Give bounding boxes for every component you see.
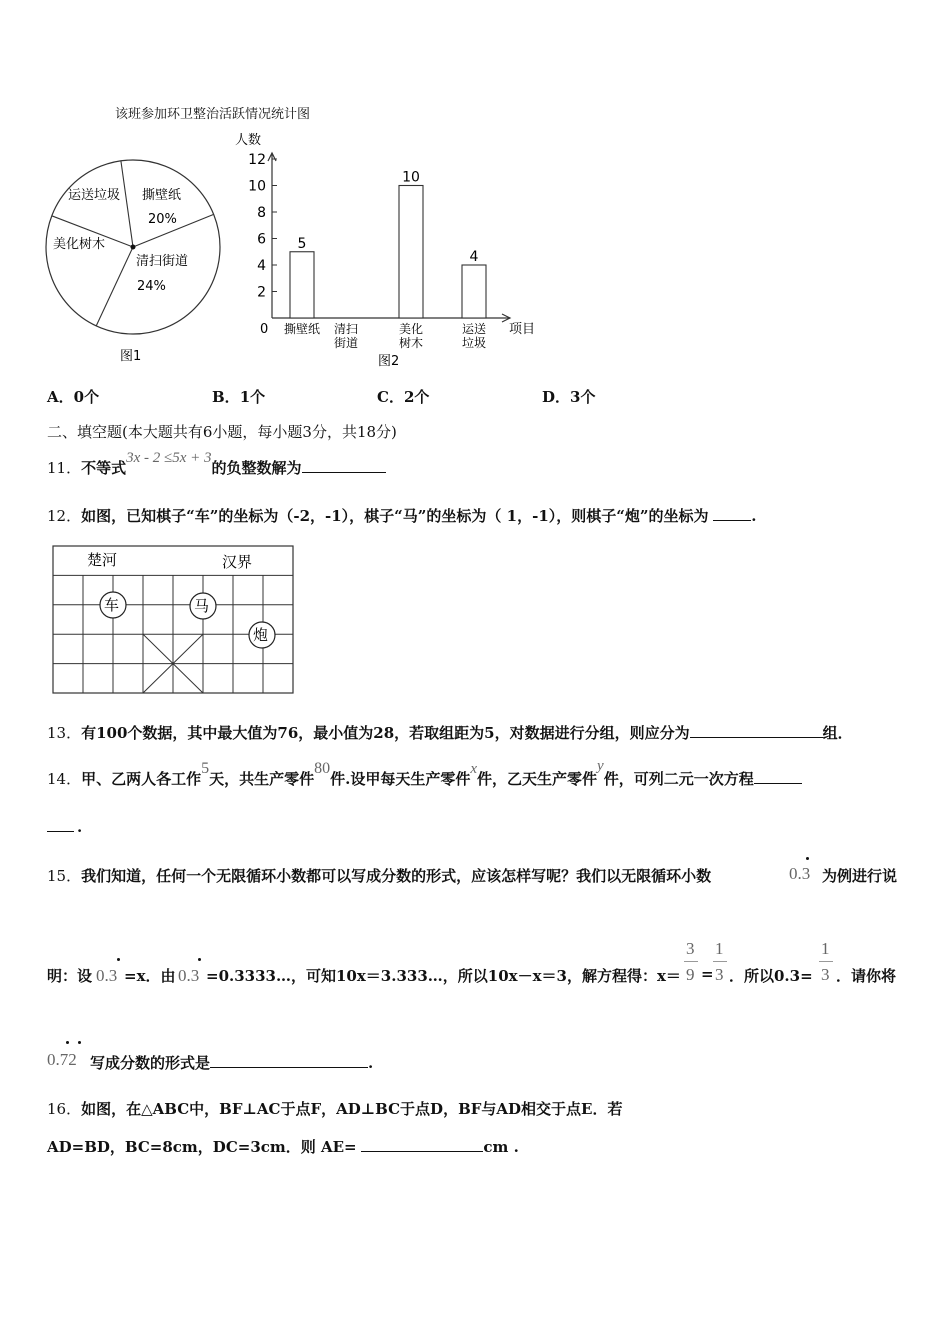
pie-caption: 图1 [120,349,142,364]
q14-answer-blank-a[interactable] [754,769,802,784]
q15-l3: 写成分数的形式是 [90,1054,211,1072]
q16-answer-blank[interactable] [361,1137,483,1152]
repeat-dot [117,958,120,961]
question-15-line3: 写成分数的形式是 . [90,1054,374,1072]
q15-frac1-den: 9 [686,965,695,984]
chart-title: 该班参加环卫整治活跃情况统计图 [115,107,311,122]
q15-frac3-num: 1 [821,939,830,958]
q12-number: 12． [47,507,82,525]
x-category-label: 美化 [398,322,424,336]
q15-frac2-num: 1 [715,939,724,958]
x-category-label: 街道 [333,336,359,350]
q16-number: 16． [47,1100,82,1118]
q12-text: 如图，已知棋子“车”的坐标为（-2，-1），棋子“马”的坐标为（ 1，-1），则棋子“炮”的坐标为 [81,507,709,525]
option-d-letter: D． [542,388,571,406]
option-c-letter: C． [377,388,404,406]
piece-che [100,592,126,618]
pie-pct-sibizhi: 20% [148,212,177,227]
option-b-text: 1个 [239,388,266,406]
y-tick-label: 2 [257,284,266,301]
q14-end-period: . [77,818,83,836]
q16-line2: AD=BD，BC=8cm，DC=3cm．则 AE= [47,1138,357,1156]
question-15-line1 [47,865,711,886]
piece-che-label: 车 [104,596,120,614]
piece-ma [190,593,216,619]
repeat-dot [806,857,809,860]
bar-data-label: 10 [402,169,420,186]
option-a-text: 0个 [73,388,100,406]
q15-repeat-x: 0.3 [96,966,118,985]
q16-unit: cm . [483,1138,519,1156]
piece-pao-label: 炮 [253,626,269,644]
q12-answer-blank[interactable] [713,506,751,521]
x-axis-label: 项目 [509,322,536,337]
bar [290,252,314,318]
q14-v1: x [470,761,478,777]
pie-pct-qingsao: 24% [137,279,166,294]
x-category-label: 垃圾 [461,336,487,350]
question-14 [47,758,802,789]
q15-l2b: =x．由 [124,967,176,985]
q15-frac1-bar [684,961,698,962]
pie-label-qingsao: 清扫街道 [136,254,189,269]
y-tick-label: 8 [257,205,266,221]
origin-label: 0 [260,322,269,337]
y-tick-label: 10 [248,178,266,195]
pie-label-meihua: 美化树木 [53,237,106,252]
q15-repeat-decimal-2: 0.72 [47,1050,77,1069]
x-category-label: 清扫 [333,322,359,336]
section-header: 二、填空题(本大题共有6小题，每小题3分，共18分) [47,423,397,441]
question-13 [47,722,853,743]
option-b-letter: B． [212,388,240,406]
q13-number: 13． [47,724,82,742]
q11-post: 的负整数解为 [211,459,302,477]
board-label-chuhe: 楚河 [87,551,118,569]
q14-n2: 80 [314,760,331,777]
q13-text: 有100个数据，其中最大值为76，最小值为28，若取组距为5，对数据进行分组，则应分为 [81,724,690,742]
q15-number: 15． [47,867,82,885]
question-12: 12．如图，已知棋子“车”的坐标为（-2，-1），棋子“马”的坐标为（ 1，-1），则棋子“炮”的坐标为 . [47,507,757,525]
x-category-label: 树木 [398,336,424,350]
pie-label-yunsong: 运送垃圾 [68,188,121,203]
option-a-letter: A． [47,388,74,406]
question-16-line1 [47,1098,622,1119]
q15-frac2-bar [713,961,727,962]
board-label-hanjie: 汉界 [222,553,253,571]
q14-t4: 件，乙天生产零件 [477,770,598,788]
pie-divider-0 [121,161,133,247]
q14-t1: 甲、乙两人各工作 [81,770,202,788]
chess-board [52,545,297,697]
bar [399,186,423,319]
x-category-label: 撕壁纸 [283,322,321,336]
option-d [542,386,595,407]
bar-chart [225,125,555,375]
q16-line1: 如图，在△ABC中，BF⊥AC于点F，AD⊥BC于点D，BF与AD相交于点E．若 [81,1100,623,1118]
repeat-dot [66,1041,69,1044]
q15-line1: 我们知道，任何一个无限循环小数都可以写成分数的形式，应该怎样写呢？我们以无限循环小数 [81,867,712,885]
q14-v2: y [597,758,604,774]
q15-repeat-y: 0.3 [178,966,200,985]
q15-repeat-decimal-1: 0.3 [789,864,811,883]
q15-l2a: 明：设 [47,967,93,985]
q15-eq: = [701,965,714,983]
question-11 [47,450,386,478]
q15-frac1-num: 3 [686,939,695,958]
option-c [377,386,429,407]
q14-n1: 5 [201,760,210,777]
y-axis-label: 人数 [235,133,262,148]
piece-pao [249,622,275,648]
option-c-text: 2个 [403,388,430,406]
q13-post: 组． [822,724,853,742]
q14-t5: 件，可列二元一次方程 [603,770,754,788]
q11-math: 3x - 2 ≤5x + 3 [126,450,212,466]
pie-chart [40,155,230,370]
q15-frac3-den: 3 [821,965,830,984]
y-tick-label: 6 [257,231,266,248]
q15-answer-blank[interactable] [210,1053,368,1068]
bar [462,265,486,318]
q14-number: 14． [47,770,82,788]
pie-label-sibizhi: 撕壁纸 [142,188,182,203]
q11-number: 11． [47,459,82,477]
q15-l2d: ．所以0.3= [729,967,813,985]
q14-answer-blank-b[interactable] [47,830,74,832]
option-b [212,386,265,407]
question-16-line2 [47,1136,519,1157]
repeat-dot [78,1041,81,1044]
pie-center [131,245,136,250]
repeat-dot [198,958,201,961]
q15-line1-end: 为例进行说 [822,867,898,885]
piece-ma-label: 马 [194,597,210,615]
x-category-label: 运送 [461,322,487,336]
y-tick-label: 4 [257,258,266,274]
q14-t3: 件.设甲每天生产零件 [330,770,471,788]
y-tick-label: 12 [248,152,266,168]
q14-t2: 天，共生产零件 [209,770,315,788]
q11-answer-blank[interactable] [302,458,386,473]
q11-pre: 不等式 [81,459,127,477]
option-a [47,386,99,407]
pie-divider-2 [96,247,133,326]
bars [284,170,486,351]
q15-l2c: =0.3333…，可知10x＝3.333…，所以10x－x＝3，解方程得：x＝ [206,967,681,985]
q13-answer-blank[interactable] [690,723,823,738]
bar-data-label: 5 [297,235,307,252]
bar-data-label: 4 [469,249,479,265]
q15-frac3-bar [819,961,833,962]
q15-l2e: ．请你将 [836,967,897,985]
q15-frac2-den: 3 [715,965,724,984]
bar-caption: 图2 [378,354,400,369]
option-d-text: 3个 [570,388,596,406]
